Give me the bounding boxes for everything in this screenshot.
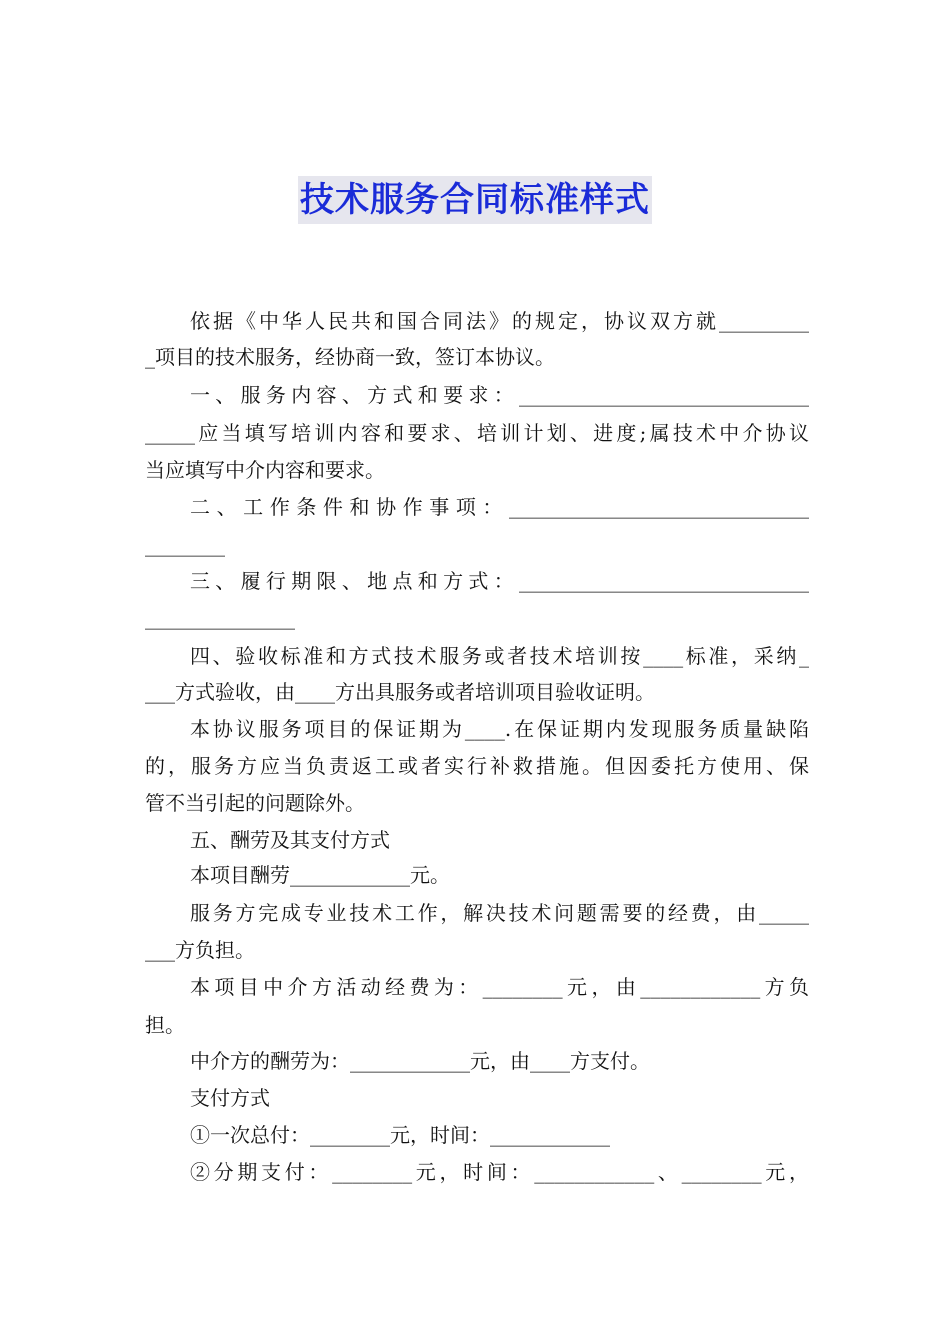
- paragraph-line: _____应当填写培训内容和要求、培训计划、进度;属技术中介协议: [145, 421, 809, 445]
- paragraph-line: 本协议服务项目的保证期为____.在保证期内发现服务质量缺陷: [190, 717, 809, 741]
- paragraph-line: 本项目中介方活动经费为：________元，由____________方负: [190, 975, 809, 999]
- paragraph-line: _______________: [145, 606, 295, 630]
- paragraph-line: 一、服务内容、方式和要求：_____________________________: [190, 383, 809, 407]
- document-title: 技术服务合同标准样式: [298, 176, 652, 224]
- paragraph-line: ②分期支付：________元，时间：____________、________元，: [190, 1160, 809, 1184]
- paragraph-line: 本项目酬劳____________元。: [190, 863, 450, 887]
- paragraph-line: 依据《中华人民共和国合同法》的规定，协议双方就_________: [190, 309, 809, 333]
- document-title-wrap: [0, 176, 950, 224]
- paragraph-line: ___方负担。: [145, 938, 255, 962]
- paragraph-line: ________: [145, 533, 225, 557]
- paragraph-line: ___方式验收，由____方出具服务或者培训项目验收证明。: [145, 680, 655, 704]
- paragraph-line: 的，服务方应当负责返工或者实行补救措施。但因委托方使用、保: [145, 754, 809, 778]
- paragraph-line: 三、履行期限、地点和方式：_____________________________: [190, 569, 809, 593]
- paragraph-line: 担。: [145, 1013, 185, 1037]
- section-heading: 五、酬劳及其支付方式: [190, 828, 390, 852]
- paragraph-line: 当应填写中介内容和要求。: [145, 458, 385, 482]
- paragraph-line: 中介方的酬劳为：____________元，由____方支付。: [190, 1049, 650, 1073]
- paragraph-line: 四、验收标准和方式技术服务或者技术培训按____标准，采纳_: [190, 644, 809, 668]
- paragraph-line: 管不当引起的问题除外。: [145, 791, 365, 815]
- paragraph-line: 服务方完成专业技术工作，解决技术问题需要的经费，由_____: [190, 901, 809, 925]
- paragraph-line: _项目的技术服务，经协商一致，签订本协议。: [145, 345, 555, 369]
- paragraph-line: 二、工作条件和协作事项：______________________________: [190, 495, 809, 519]
- paragraph-line: ①一次总付：________元，时间：____________: [190, 1123, 610, 1147]
- paragraph-line: 支付方式: [190, 1086, 270, 1110]
